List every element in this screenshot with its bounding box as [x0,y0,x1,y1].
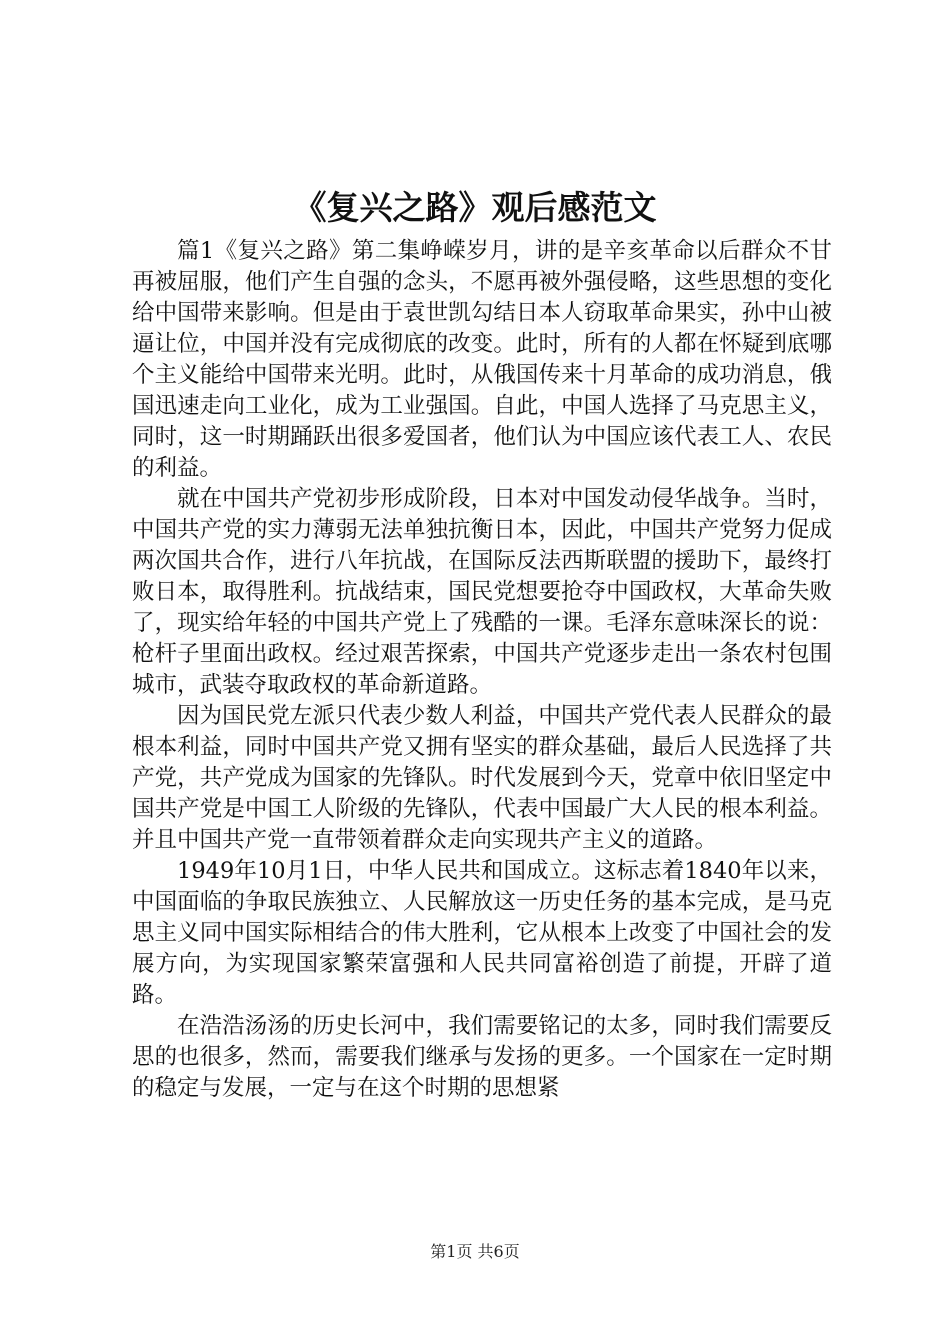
paragraph-2: 就在中国共产党初步形成阶段，日本对中国发动侵华战争。当时，中国共产党的实力薄弱无法单独抗衡日本，因此，中国共产党努力促成两次国共合作，进行八年抗战，在国际反法西斯联盟的援助下，最终打败日本，取得胜利。抗战结束，国民党想要抢夺中国政权，大革命失败了，现实给年轻的中国共产党上了残酷的一课。毛泽东意味深长的说：枪杆子里面出政权。经过艰苦探索，中国共产党逐步走出一条农村包围城市，武装夺取政权的革命新道路。 [132,486,832,698]
paragraph-5: 在浩浩汤汤的历史长河中，我们需要铭记的太多，同时我们需要反思的也很多，然而，需要我们继承与发扬的更多。一个国家在一定时期的稳定与发展，一定与在这个时期的思想紧 [132,1013,832,1101]
page-footer: 第1页 共6页 [430,1242,520,1261]
paragraph-1: 篇1《复兴之路》第二集峥嵘岁月，讲的是辛亥革命以后群众不甘再被屈服，他们产生自强的念头，不愿再被外强侵略，这些思想的变化给中国带来影响。但是由于袁世凯勾结日本人窃取革命果实，孙中山被逼让位，中国并没有完成彻底的改变。此时，所有的人都在怀疑到底哪个主义能给中国带来光明。此时，从俄国传来十月革命的成功消息，俄国迅速走向工业化，成为工业强国。自此，中国人选择了马克思主义，同时，这一时期踊跃出很多爱国者，他们认为中国应该代表工人、农民的利益。 [132,238,832,481]
paragraph-3: 因为国民党左派只代表少数人利益，中国共产党代表人民群众的最根本利益，同时中国共产党又拥有坚实的群众基础，最后人民选择了共产党，共产党成为国家的先锋队。时代发展到今天，党章中依旧坚定中国共产党是中国工人阶级的先锋队，代表中国最广大人民的根本利益。并且中国共产党一直带领着群众走向实现共产主义的道路。 [132,703,832,853]
document-title: 《复兴之路》观后感范文 [293,188,657,227]
document-body [132,236,832,1104]
paragraph-4: 1949年10月1日，中华人民共和国成立。这标志着1840年以来，中国面临的争取民族独立、人民解放这一历史任务的基本完成，是马克思主义同中国实际相结合的伟大胜利，它从根本上改变了中国社会的发展方向，为实现国家繁荣富强和人民共同富裕创造了前提，开辟了道路。 [132,858,832,1008]
